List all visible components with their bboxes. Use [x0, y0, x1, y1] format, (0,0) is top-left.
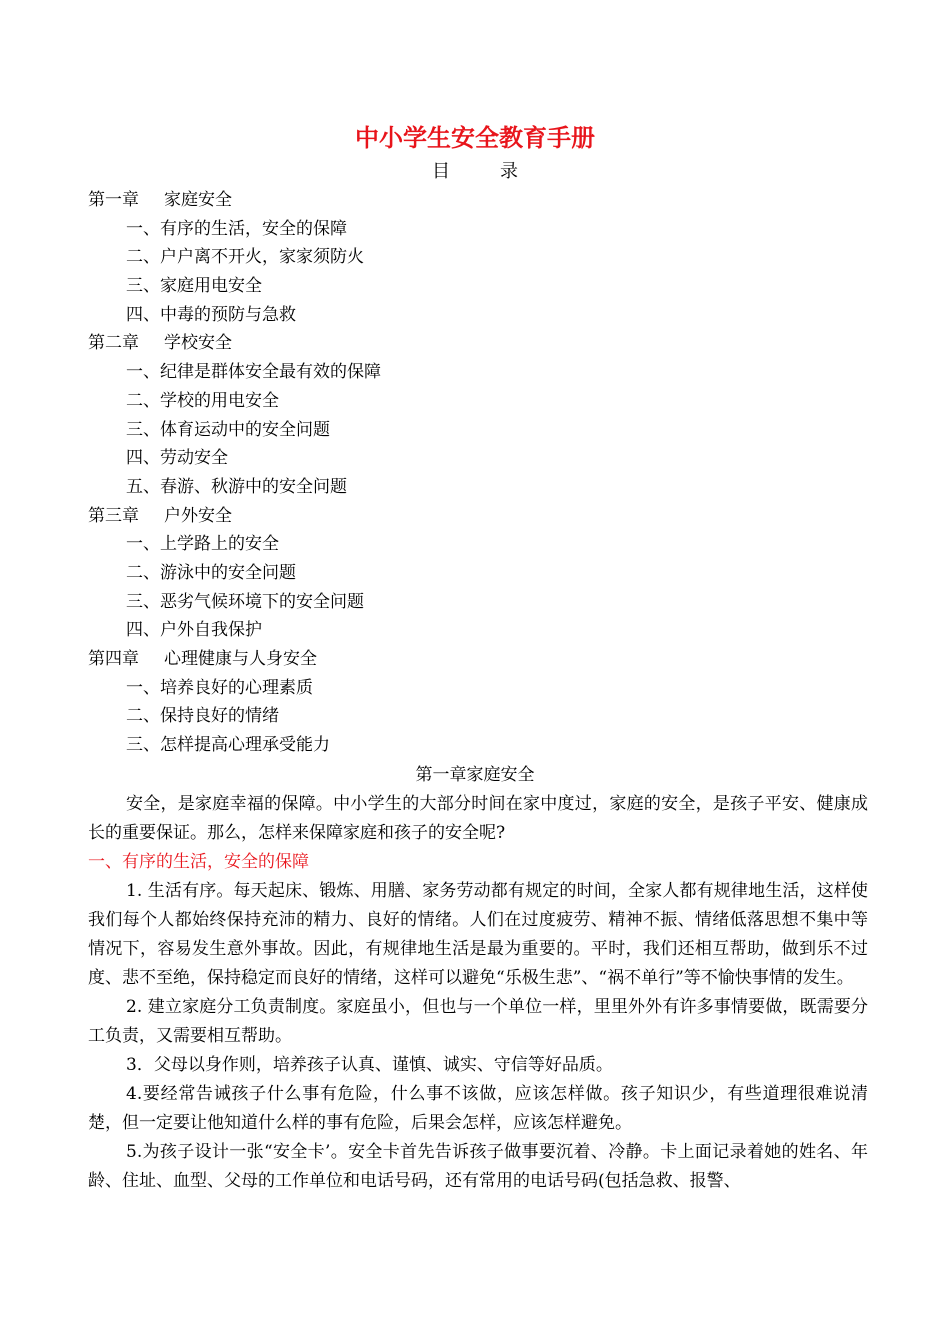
intro-paragraph: 安全，是家庭幸福的保障。中小学生的大部分时间在家中度过，家庭的安全，是孩子平安、健康成长的重要保证。那么，怎样来保障家庭和孩子的安全呢?: [88, 794, 868, 843]
toc-heading-left: 目: [432, 161, 450, 182]
toc-section-item: 一、纪律是群体安全最有效的保障: [126, 362, 381, 383]
toc-section-item: 三、体育运动中的安全问题: [126, 419, 330, 440]
toc-section-item: 四、中毒的预防与急救: [126, 304, 296, 325]
body-paragraph: 4.要经常告诫孩子什么事有危险，什么事不该做，应该怎样做。孩子知识少，有些道理很难说清楚，但一定要让他知道什么样的事有危险，后果会怎样，应该怎样避免。: [88, 1084, 868, 1133]
toc-chapter-number: 第二章: [88, 333, 139, 354]
toc-section-item: 四、劳动安全: [126, 448, 228, 469]
toc-chapter-number: 第一章: [88, 190, 139, 210]
toc-heading-right: 录: [500, 161, 518, 182]
toc-section-item: 三、怎样提高心理承受能力: [126, 735, 330, 756]
body-paragraph: 2. 建立家庭分工负责制度。家庭虽小，但也与一个单位一样，里里外外有许多事情要做，既需要分工负责，又需要相互帮助。: [88, 997, 868, 1046]
document-title: 中小学生安全教育手册: [355, 123, 595, 152]
section-paragraphs: [88, 877, 868, 1196]
toc-section-item: 二、户户离不开火，家家须防火: [126, 247, 364, 268]
body-paragraph: 3．父母以身作则，培养孩子认真、谨慎、诚实、守信等好品质。: [126, 1055, 613, 1075]
body-paragraph: 1. 生活有序。每天起床、锻炼、用膳、家务劳动都有规定的时间，全家人都有规律地生活，这样使我们每个人都始终保持充沛的精力、良好的情绪。人们在过度疲劳、精神不振、情绪低落思想不集中等情况下，容易发生意外事故。因此，有规律地生活是最为重要的。平时，我们还相互帮助，做到乐不过度、悲不至绝，保持稳定而良好的情绪，这样可以避免“乐极生悲”、“祸不单行”等不愉快事情的发生。: [88, 881, 868, 988]
toc-section-item: 四、户外自我保护: [126, 620, 262, 641]
toc-chapter-title: 户外安全: [164, 505, 232, 526]
toc-section-item: 五、春游、秋游中的安全问题: [126, 476, 347, 497]
toc-section-item: 一、培养良好的心理素质: [126, 677, 313, 698]
toc-chapter-item: [88, 645, 868, 674]
toc-heading: [0, 157, 950, 187]
toc-chapter-item: [88, 329, 868, 358]
toc-section-item: 一、有序的生活，安全的保障: [126, 218, 347, 239]
toc-section-item: 二、保持良好的情绪: [126, 706, 279, 727]
document-body: [88, 790, 868, 1196]
toc-section-item: 三、恶劣气候环境下的安全问题: [126, 591, 364, 612]
section-heading: 一、有序的生活，安全的保障: [88, 852, 309, 872]
table-of-contents: [88, 186, 868, 760]
toc-chapter-title: 家庭安全: [164, 190, 232, 210]
toc-section-item: 三、家庭用电安全: [126, 276, 262, 297]
body-paragraph: 5.为孩子设计一张“安全卡’。安全卡首先告诉孩子做事要沉着、冷静。卡上面记录着她的姓名、年龄、住址、血型、父母的工作单位和电话号码，还有常用的电话号码(包括急救、报警、: [88, 1142, 868, 1191]
toc-chapter-item: [88, 186, 868, 215]
toc-section-item: 二、游泳中的安全问题: [126, 562, 296, 583]
toc-chapter-item: [88, 502, 868, 531]
chapter-heading: 第一章家庭安全: [415, 765, 535, 785]
toc-chapter-title: 学校安全: [164, 333, 232, 354]
toc-section-item: 二、学校的用电安全: [126, 390, 279, 411]
toc-chapter-number: 第三章: [88, 505, 139, 526]
toc-chapter-title: 心理健康与人身安全: [164, 649, 317, 669]
toc-section-item: 一、上学路上的安全: [126, 534, 279, 555]
toc-chapter-number: 第四章: [88, 649, 139, 669]
